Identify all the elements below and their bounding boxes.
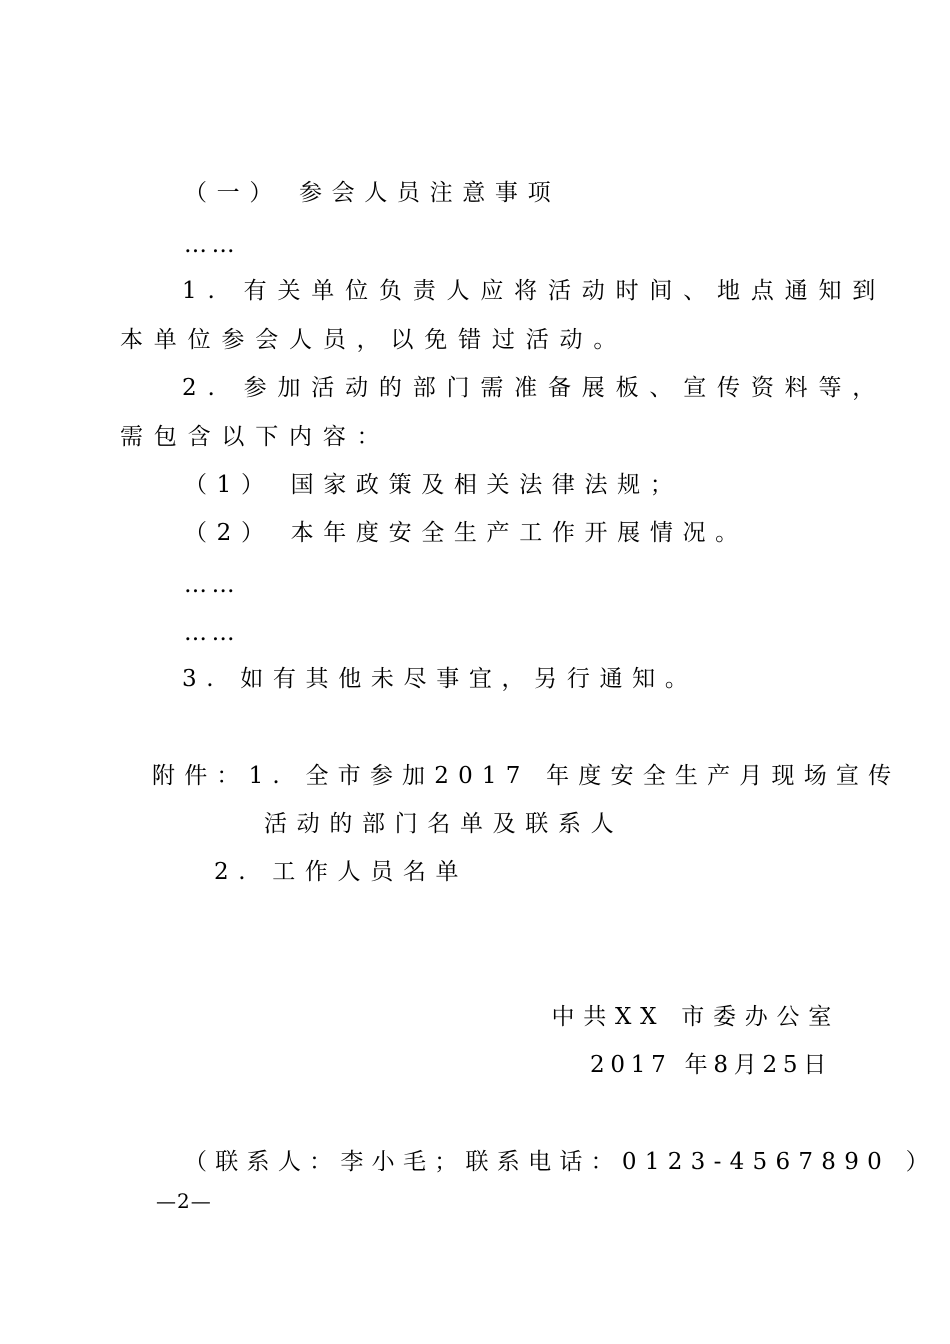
item-1-line-2: 本单位参会人员，以免错过活动。: [120, 327, 628, 353]
item-2-line-1: 2. 参加活动的部门需准备展板、宣传资料等，: [182, 375, 887, 401]
ellipsis: ……: [184, 620, 240, 646]
sub-item-1: （1） 国家政策及相关法律法规；: [184, 472, 683, 498]
ellipsis: ……: [184, 572, 240, 598]
item-2-line-2: 需包含以下内容：: [120, 424, 391, 450]
sub-item-2: （2） 本年度安全生产工作开展情况。: [184, 520, 748, 546]
attachment-line-3: 2. 工作人员名单: [214, 859, 469, 885]
attachment-line-1: 附件：1. 全市参加2017 年度安全生产月现场宣传: [152, 763, 901, 789]
item-3: 3. 如有其他未尽事宜，另行通知。: [182, 666, 698, 692]
signature-org: 中共XX 市委办公室: [551, 1004, 840, 1030]
contact-info: （联系人：李小毛；联系电话：0123-4567890 ）: [184, 1149, 937, 1175]
ellipsis: ……: [184, 232, 240, 258]
section-heading: （一） 参会人员注意事项: [184, 180, 561, 206]
signature-date: 2017 年8月25日: [590, 1052, 832, 1078]
attachment-line-2: 活动的部门名单及联系人: [264, 811, 624, 837]
page-number: —2—: [156, 1189, 212, 1213]
item-1-line-1: 1. 有关单位负责人应将活动时间、地点通知到: [182, 278, 887, 304]
